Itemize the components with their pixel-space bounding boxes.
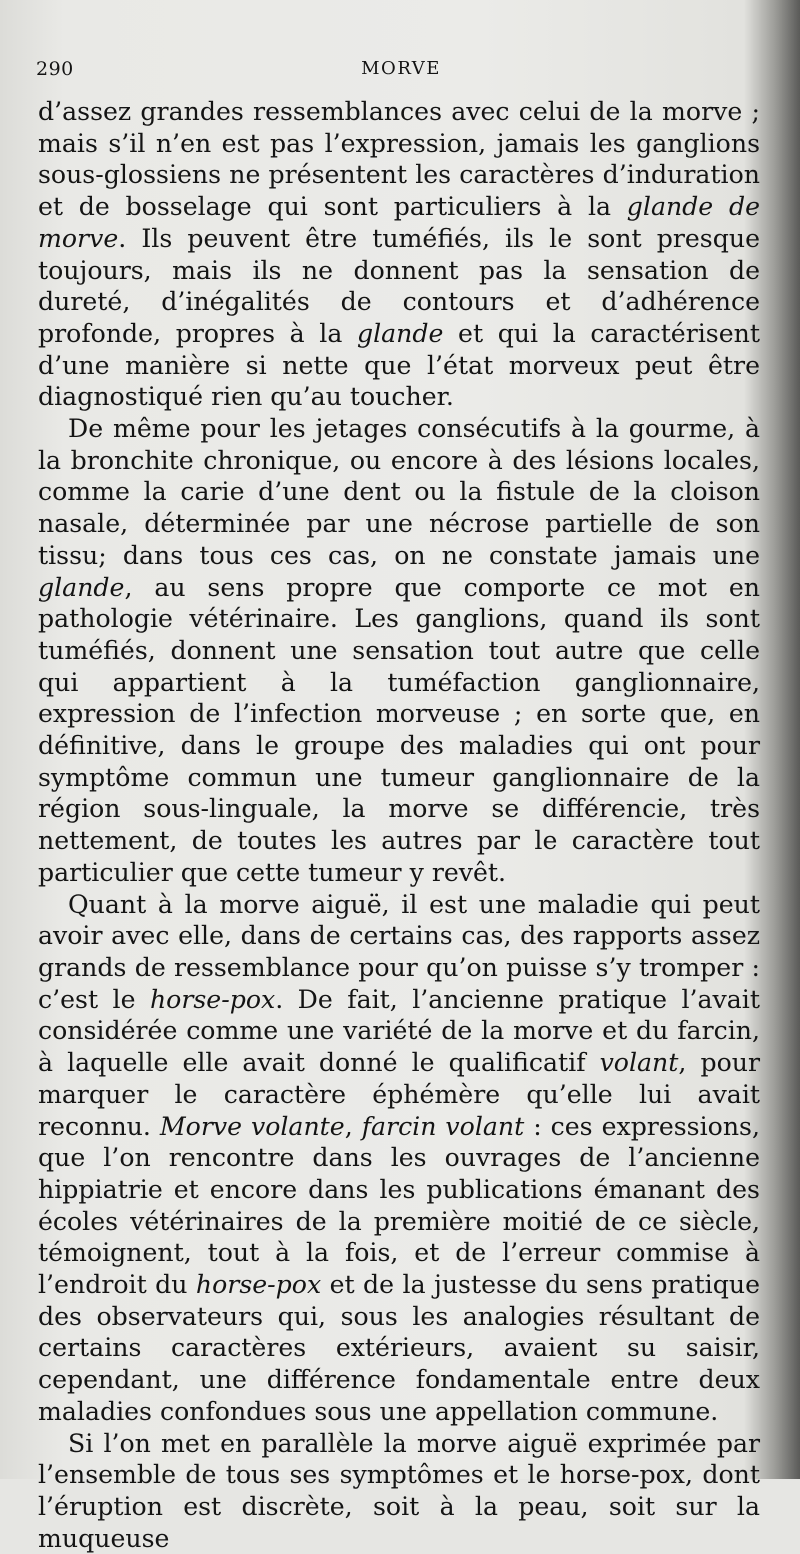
page-header	[36, 58, 766, 84]
text-run: d’assez grandes ressemblances avec celui de la morve ; mais s’il n’en est pas l’expression, jamais les ganglions sous-glossiens ne présentent les caractères d’induration et de bosselage qui sont particuliers à la	[38, 97, 760, 222]
italic-term: volant	[599, 1048, 679, 1078]
text-run: . Ils peuvent être tuméfiés, ils le sont presque toujours, mais ils ne donnent pas la sensation de dureté, d’inégalités de contours et d’adhérence profonde, propres à la	[38, 223, 760, 348]
running-title: MORVE	[361, 58, 441, 79]
italic-term: glande	[356, 318, 444, 348]
text-run: De même pour les jetages consécutifs à la gourme, à la bronchite chronique, ou encore à des lésions locales, comme la carie d’une dent ou la fistule de la cloison nasale, déterminée par une nécrose partielle de son tissu; dans tous ces cas, on ne constate jamais une	[38, 414, 760, 570]
text-run: . De fait, l’ancienne pratique l’avait considérée comme une variété de la morve et du farcin, à laquelle elle avait donné le qualificatif	[38, 984, 760, 1078]
italic-term: glande de morve	[38, 192, 760, 253]
italic-term: horse-pox	[195, 1270, 322, 1300]
italic-term: farcin volant	[361, 1111, 525, 1141]
text-run: Si l’on met en parallèle la morve aiguë exprimée par l’ensemble de tous ses symptômes et le horse-pox, dont l’éruption est discrète, soit à la peau, soit sur la muqueuse	[38, 1428, 760, 1553]
text-run: et de la justesse du sens pratique des observateurs qui, sous les analogies résultant de certains caractères extérieurs, avaient su saisir, cependant, une différence fondamentale entre deux maladies confondues sous une appellation commune.	[38, 1270, 760, 1426]
paragraph	[38, 413, 760, 889]
body-text	[38, 96, 760, 1554]
italic-term: Morve volante	[159, 1111, 345, 1141]
text-run: , au sens propre que comporte ce mot en pathologie vétérinaire. Les ganglions, quand ils sont tuméfiés, donnent une sensation tout autre que celle qui appartient à la tuméfaction ganglionnaire, expression de l’infection morveuse ; en sorte que, en définitive, dans le groupe des maladies qui ont pour symptôme commun une tumeur ganglionnaire de la région sous-linguale, la morve se différencie, très nettement, de toutes les autres par le caractère tout particulier que cette tumeur y revêt.	[38, 572, 760, 887]
page-number: 290	[36, 58, 74, 80]
text-run: Quant à la morve aiguë, il est une maladie qui peut avoir avec elle, dans de certains cas, des rapports assez grands de ressemblance pour qu’on puisse s’y tromper : c’est le	[38, 889, 760, 1014]
paragraph	[38, 1428, 760, 1554]
text-run: et qui la caractérisent d’une manière si nette que l’état morveux peut être diagnostiqué rien qu’au toucher.	[38, 318, 760, 412]
text-run: : ces expressions, que l’on rencontre dans les ouvrages de l’ancienne hippiatrie et encore dans les publications émanant des écoles vétérinaires de la première moitié de ce siècle, témoignent, tout à la fois, et de l’erreur commise à l’endroit du	[38, 1111, 760, 1300]
text-run: ,	[344, 1111, 362, 1141]
italic-term: horse-pox	[149, 984, 276, 1014]
paragraph	[38, 96, 760, 413]
text-run: , pour marquer le caractère éphémère qu’elle lui avait reconnu.	[38, 1048, 760, 1141]
italic-term: glande	[38, 572, 125, 602]
paragraph	[38, 889, 760, 1428]
